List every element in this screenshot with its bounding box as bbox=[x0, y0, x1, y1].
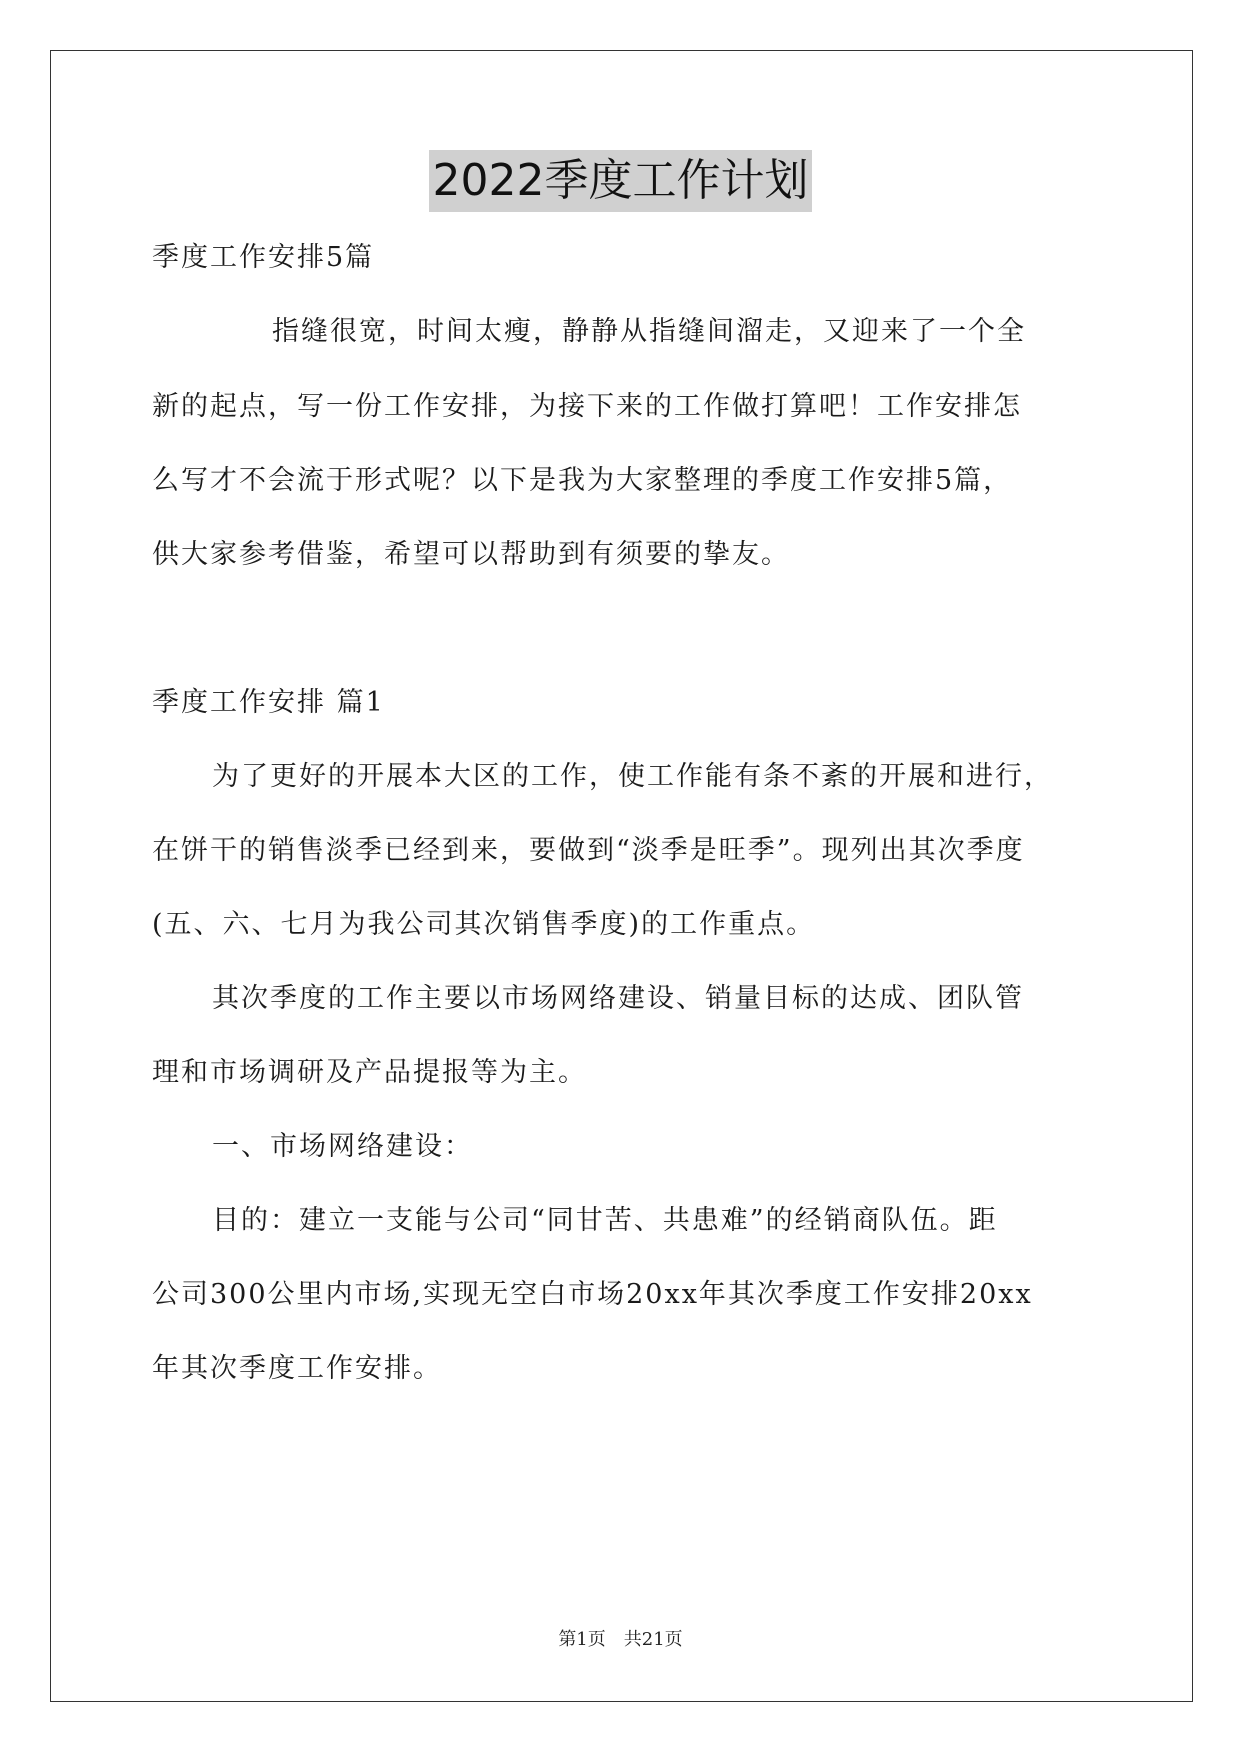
body-line: 一、市场网络建设： bbox=[212, 1131, 473, 1162]
body-line: 公司300公里内市场,实现无空白市场20xx年其次季度工作安排20xx bbox=[152, 1279, 1033, 1310]
intro-line: 新的起点，写一份工作安排，为接下来的工作做打算吧！工作安排怎 bbox=[152, 391, 1022, 422]
intro-line: 么写才不会流于形式呢？以下是我为大家整理的季度工作安排5篇， bbox=[152, 465, 1013, 496]
body-line: (五、六、七月为我公司其次销售季度)的工作重点。 bbox=[152, 909, 816, 940]
body-line: 在饼干的销售淡季已经到来，要做到“淡季是旺季”。现列出其次季度 bbox=[152, 835, 1025, 866]
page-border bbox=[50, 50, 1193, 1702]
title-container bbox=[0, 150, 1241, 212]
document-subtitle: 季度工作安排5篇 bbox=[152, 242, 375, 273]
document-title: 2022季度工作计划 bbox=[429, 150, 813, 212]
body-line: 年其次季度工作安排。 bbox=[152, 1353, 442, 1384]
body-line: 其次季度的工作主要以市场网络建设、销量目标的达成、团队管 bbox=[212, 983, 1024, 1014]
body-line: 目的：建立一支能与公司“同甘苦、共患难”的经销商队伍。距 bbox=[212, 1205, 998, 1236]
body-line: 理和市场调研及产品提报等为主。 bbox=[152, 1057, 587, 1088]
intro-line: 供大家参考借鉴，希望可以帮助到有须要的挚友。 bbox=[152, 539, 790, 570]
page-footer: 第1页 共21页 bbox=[558, 1629, 683, 1650]
body-line: 为了更好的开展本大区的工作，使工作能有条不紊的开展和进行， bbox=[212, 761, 1053, 792]
section-heading: 季度工作安排 篇1 bbox=[152, 687, 385, 718]
intro-line: 指缝很宽，时间太瘦，静静从指缝间溜走，又迎来了一个全 bbox=[272, 316, 1026, 347]
